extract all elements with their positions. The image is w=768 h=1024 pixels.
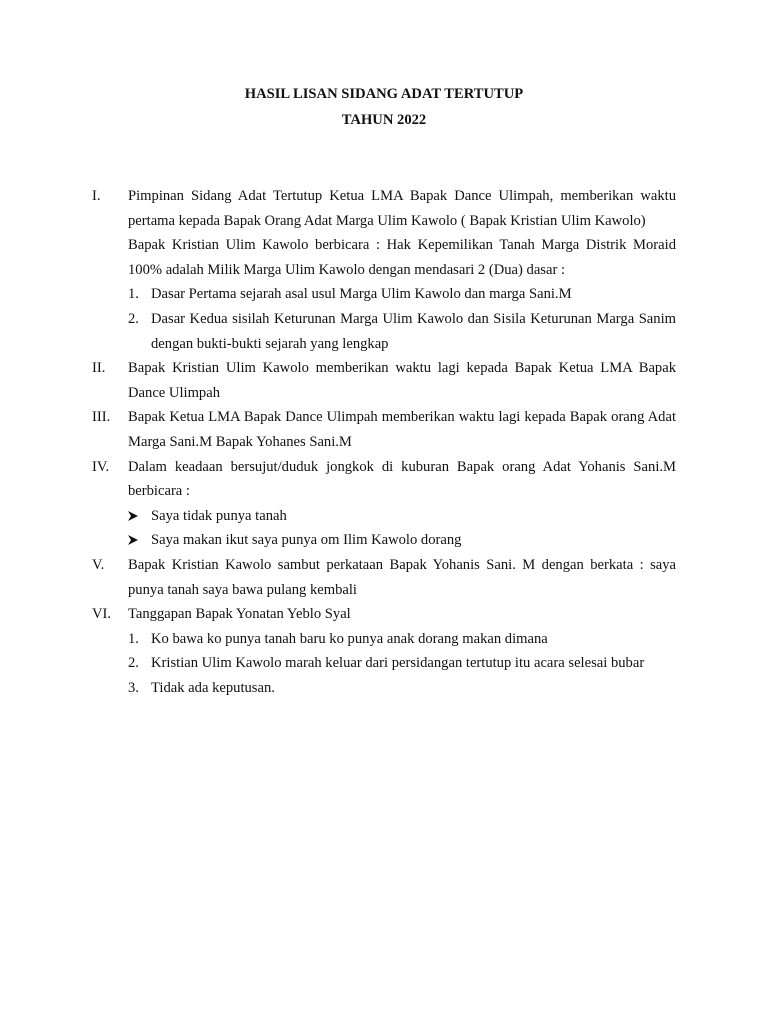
section-paragraph: Bapak Kristian Ulim Kawolo memberikan waktu lagi kepada Bapak Ketua LMA Bapak Dance Ulimpah bbox=[128, 360, 676, 401]
list-item-text: Dasar Kedua sisilah Keturunan Marga Ulim Kawolo dan Sisila Keturunan Marga Sanim dengan bukti-bukti sejarah yang lengkap bbox=[151, 310, 676, 352]
list-item-text: Tidak ada keputusan. bbox=[151, 679, 275, 696]
list-item-marker: 2. bbox=[128, 310, 139, 327]
list-item-text: Ko bawa ko punya tanah baru ko punya anak dorang makan dimana bbox=[151, 630, 548, 647]
section-i bbox=[92, 184, 676, 356]
arrowhead-bullet-icon bbox=[128, 535, 138, 545]
section-numeral: IV. bbox=[92, 458, 110, 475]
section-numeral: II. bbox=[92, 360, 106, 377]
list-item bbox=[128, 307, 676, 356]
section-v bbox=[92, 553, 676, 602]
bullet-item-text: Saya makan ikut saya punya om Ilim Kawolo dorang bbox=[151, 532, 462, 549]
section-vi bbox=[92, 602, 676, 700]
section-paragraph: Pimpinan Sidang Adat Tertutup Ketua LMA Bapak Dance Ulimpah, memberikan waktu pertama kepada Bapak Orang Adat Marga Ulim Kawolo ( Bapak Kristian Ulim Kawolo) bbox=[128, 188, 676, 229]
bullet-item-text: Saya tidak punya tanah bbox=[151, 507, 287, 524]
list-item bbox=[128, 651, 676, 676]
section-paragraph: Tanggapan Bapak Yonatan Yeblo Syal bbox=[128, 606, 351, 623]
section-numeral: III. bbox=[92, 409, 111, 426]
section-paragraph: Bapak Kristian Ulim Kawolo berbicara : Hak Kepemilikan Tanah Marga Distrik Moraid 100% adalah Milik Marga Ulim Kawolo dengan mendasari 2 (Dua) dasar : bbox=[128, 237, 676, 278]
document-title: HASIL LISAN SIDANG ADAT TERTUTUP bbox=[244, 86, 524, 102]
list-item bbox=[128, 627, 676, 652]
section-numeral: VI. bbox=[92, 606, 112, 623]
list-item-marker: 3. bbox=[128, 679, 139, 696]
bullet-item bbox=[128, 504, 676, 529]
list-item-marker: 1. bbox=[128, 286, 139, 303]
section-numeral: V. bbox=[92, 556, 105, 573]
list-item-text: Dasar Pertama sejarah asal usul Marga Ulim Kawolo dan marga Sani.M bbox=[151, 286, 572, 303]
section-iii bbox=[92, 405, 676, 454]
section-numeral: I. bbox=[92, 188, 101, 204]
section-iv bbox=[92, 455, 676, 553]
section-paragraph: Bapak Kristian Kawolo sambut perkataan Bapak Yohanis Sani. M dengan berkata : saya punya tanah saya bawa pulang kembali bbox=[128, 556, 676, 598]
bullet-item bbox=[128, 528, 676, 553]
section-paragraph: Dalam keadaan bersujut/duduk jongkok di kuburan Bapak orang Adat Yohanis Sani.M berbicara : bbox=[128, 458, 676, 500]
list-item-text: Kristian Ulim Kawolo marah keluar dari persidangan tertutup itu acara selesai bubar bbox=[151, 655, 645, 672]
list-item-marker: 1. bbox=[128, 630, 139, 647]
list-item-marker: 2. bbox=[128, 655, 139, 672]
section-ii bbox=[92, 356, 676, 405]
document-subtitle-year: TAHUN 2022 bbox=[341, 112, 427, 128]
arrowhead-bullet-icon bbox=[128, 511, 138, 521]
list-item bbox=[128, 282, 676, 307]
section-paragraph: Bapak Ketua LMA Bapak Dance Ulimpah memberikan waktu lagi kepada Bapak orang Adat Marga Sani.M Bapak Yohanes Sani.M bbox=[128, 409, 676, 450]
list-item bbox=[128, 676, 676, 701]
document-body bbox=[92, 184, 676, 700]
